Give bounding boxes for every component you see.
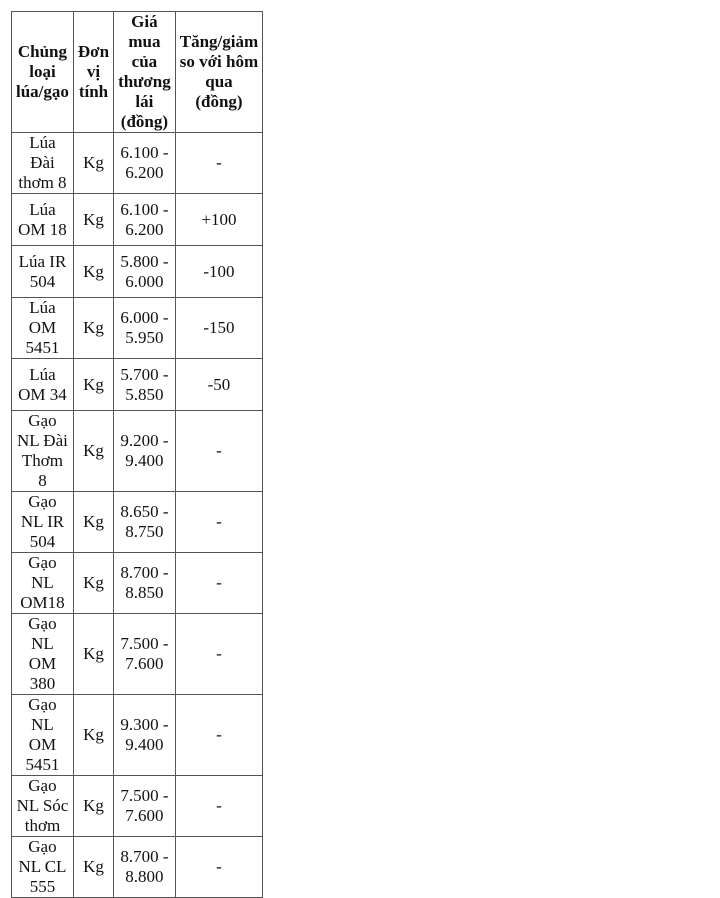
table-row	[12, 411, 263, 492]
cell-rice-type: Lúa OM 18	[12, 194, 74, 246]
table-row	[12, 614, 263, 695]
cell-rice-type: Gạo NL OM 380	[12, 614, 74, 695]
cell-unit: Kg	[73, 492, 113, 553]
cell-price: 5.700 - 5.850	[114, 359, 176, 411]
cell-unit: Kg	[73, 776, 113, 837]
table-row	[12, 492, 263, 553]
cell-rice-type: Gạo NL OM 5451	[12, 695, 74, 776]
cell-unit: Kg	[73, 614, 113, 695]
rice-price-table	[11, 11, 263, 898]
cell-change: -	[175, 133, 262, 194]
cell-price: 6.100 - 6.200	[114, 133, 176, 194]
cell-change: -50	[175, 359, 262, 411]
cell-price: 5.800 - 6.000	[114, 246, 176, 298]
cell-price: 8.700 - 8.800	[114, 837, 176, 898]
cell-price: 9.300 - 9.400	[114, 695, 176, 776]
table-row	[12, 246, 263, 298]
table-row	[12, 194, 263, 246]
table-row	[12, 133, 263, 194]
cell-change: -	[175, 837, 262, 898]
cell-change: +100	[175, 194, 262, 246]
cell-rice-type: Lúa IR 504	[12, 246, 74, 298]
table-row	[12, 837, 263, 898]
cell-price: 9.200 - 9.400	[114, 411, 176, 492]
cell-change: -	[175, 411, 262, 492]
cell-change: -	[175, 492, 262, 553]
cell-change: -	[175, 553, 262, 614]
cell-unit: Kg	[73, 411, 113, 492]
cell-change: -	[175, 695, 262, 776]
cell-rice-type: Lúa Đài thơm 8	[12, 133, 74, 194]
header-rice-type: Chủng loại lúa/gạo	[12, 12, 74, 133]
cell-rice-type: Lúa OM 34	[12, 359, 74, 411]
cell-change: -150	[175, 298, 262, 359]
cell-rice-type: Lúa OM 5451	[12, 298, 74, 359]
cell-rice-type: Gạo NL Đài Thơm 8	[12, 411, 74, 492]
table-header-row	[12, 12, 263, 133]
table-row	[12, 695, 263, 776]
cell-rice-type: Gạo NL Sóc thơm	[12, 776, 74, 837]
cell-unit: Kg	[73, 246, 113, 298]
cell-rice-type: Gạo NL CL 555	[12, 837, 74, 898]
cell-unit: Kg	[73, 359, 113, 411]
table-row	[12, 298, 263, 359]
cell-unit: Kg	[73, 837, 113, 898]
cell-rice-type: Gạo NL OM18	[12, 553, 74, 614]
header-trader-price: Giá mua của thương lái (đồng)	[114, 12, 176, 133]
cell-change: -	[175, 776, 262, 837]
cell-unit: Kg	[73, 553, 113, 614]
cell-change: -100	[175, 246, 262, 298]
cell-unit: Kg	[73, 695, 113, 776]
table-row	[12, 776, 263, 837]
cell-price: 7.500 - 7.600	[114, 776, 176, 837]
cell-price: 8.700 - 8.850	[114, 553, 176, 614]
cell-unit: Kg	[73, 133, 113, 194]
cell-price: 7.500 - 7.600	[114, 614, 176, 695]
header-unit: Đơn vị tính	[73, 12, 113, 133]
cell-unit: Kg	[73, 298, 113, 359]
table-row	[12, 359, 263, 411]
header-change: Tăng/giảm so với hôm qua (đồng)	[175, 12, 262, 133]
cell-price: 6.100 - 6.200	[114, 194, 176, 246]
cell-unit: Kg	[73, 194, 113, 246]
table-row	[12, 553, 263, 614]
cell-change: -	[175, 614, 262, 695]
cell-price: 8.650 - 8.750	[114, 492, 176, 553]
cell-price: 6.000 - 5.950	[114, 298, 176, 359]
cell-rice-type: Gạo NL IR 504	[12, 492, 74, 553]
